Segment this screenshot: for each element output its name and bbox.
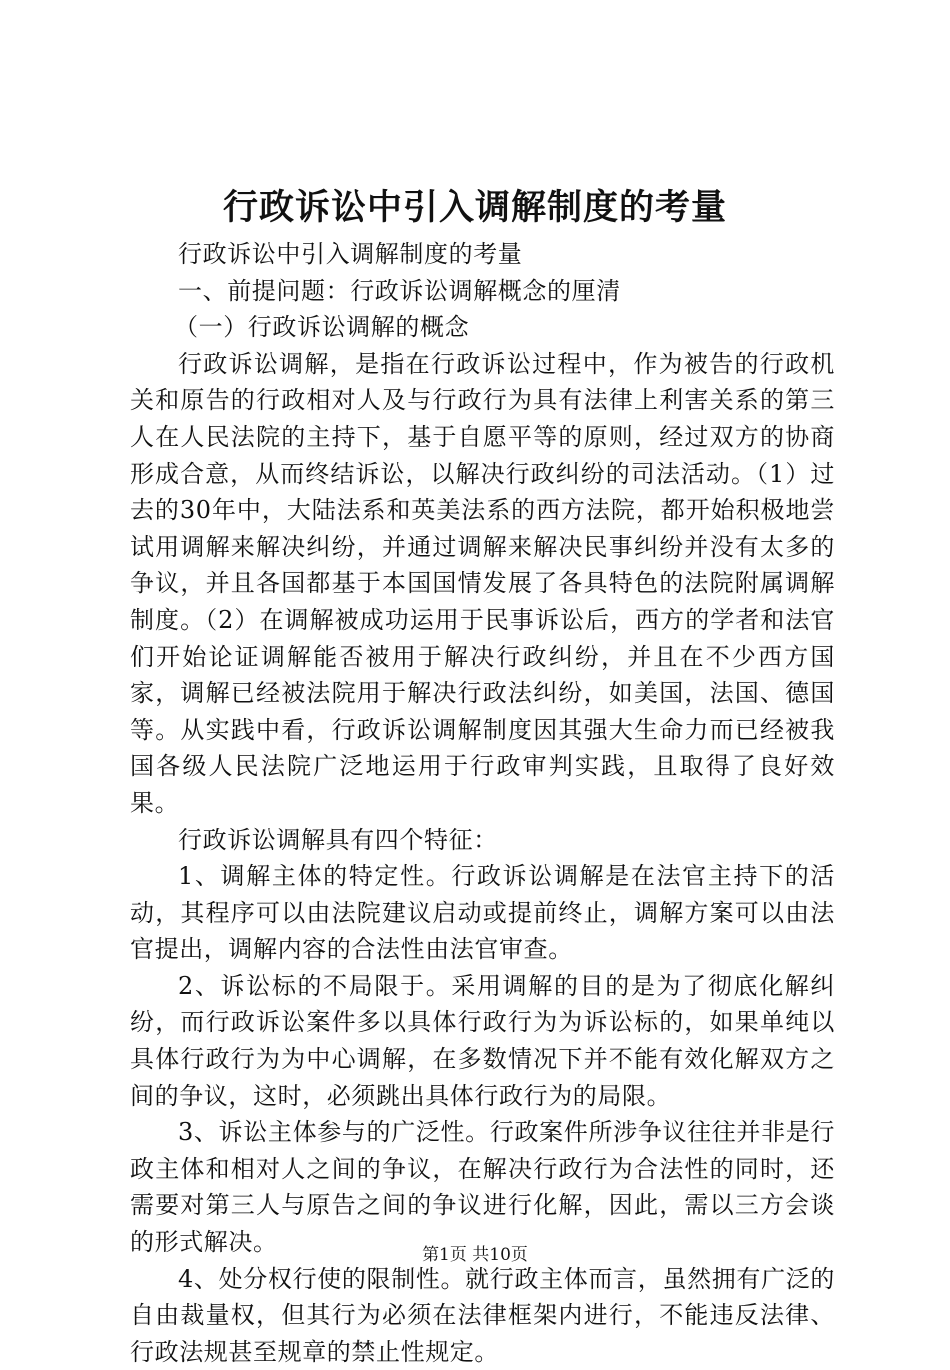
paragraph-definition: 行政诉讼调解，是指在行政诉讼过程中，作为被告的行政机关和原告的行政相对人及与行政行为具有法律上利害关系的第三人在人民法院的主持下，基于自愿平等的原则，经过双方的协商形成合意，从而终结诉讼，以解决行政纠纷的司法活动。（1）过去的30年中，大陆法系和英美法系的西方法院，都开始积极地尝试用调解来解决纠纷，并通过调解来解决民事纠纷并没有太多的争议，并且各国都基于本国国情发展了各具特色的法院附属调解制度。（2）在调解被成功运用于民事诉讼后，西方的学者和法官们开始论证调解能否被用于解决行政纠纷，并且在不少西方国家，调解已经被法院用于解决行政法纠纷，如美国，法国、德国等。从实践中看，行政诉讼调解制度因其强大生命力而已经被我国各级人民法院广泛地运用于行政审判实践，且取得了良好效果。 bbox=[130, 349, 835, 817]
section-heading-1: 一、前提问题：行政诉讼调解概念的厘清 bbox=[178, 276, 621, 305]
page-number-footer: 第1页 共10页 bbox=[422, 1245, 528, 1265]
subsection-heading-1: （一）行政诉讼调解的概念 bbox=[174, 313, 470, 342]
paragraph-feature-3: 3、诉讼主体参与的广泛性。行政案件所涉争议往往并非是行政主体和相对人之间的争议，在解决行政行为合法性的同时，还需要对第三人与原告之间的争议进行化解，因此，需以三方会谈的形式解决。 bbox=[130, 1118, 835, 1257]
paragraph-feature-4: 4、处分权行使的限制性。就行政主体而言，虽然拥有广泛的自由裁量权，但其行为必须在法律框架内进行，不能违反法律、行政法规甚至规章的禁止性规定。 bbox=[130, 1264, 835, 1366]
paragraph-feature-2: 2、诉讼标的不局限于。采用调解的目的是为了彻底化解纠纷，而行政诉讼案件多以具体行政行为为诉讼标的，如果单纯以具体行政行为为中心调解，在多数情况下并不能有效化解双方之间的争议，这时，必须跳出具体行政行为的局限。 bbox=[130, 971, 835, 1110]
document-title: 行政诉讼中引入调解制度的考量 bbox=[222, 187, 727, 228]
paragraph-features-intro: 行政诉讼调解具有四个特征： bbox=[178, 825, 498, 854]
document-body bbox=[130, 236, 835, 1370]
paragraph-repeated-title: 行政诉讼中引入调解制度的考量 bbox=[178, 240, 523, 268]
paragraph-feature-1: 1、调解主体的特定性。行政诉讼调解是在法官主持下的活动，其程序可以由法院建议启动或提前终止，调解方案可以由法官提出，调解内容的合法性由法官审查。 bbox=[130, 862, 835, 964]
